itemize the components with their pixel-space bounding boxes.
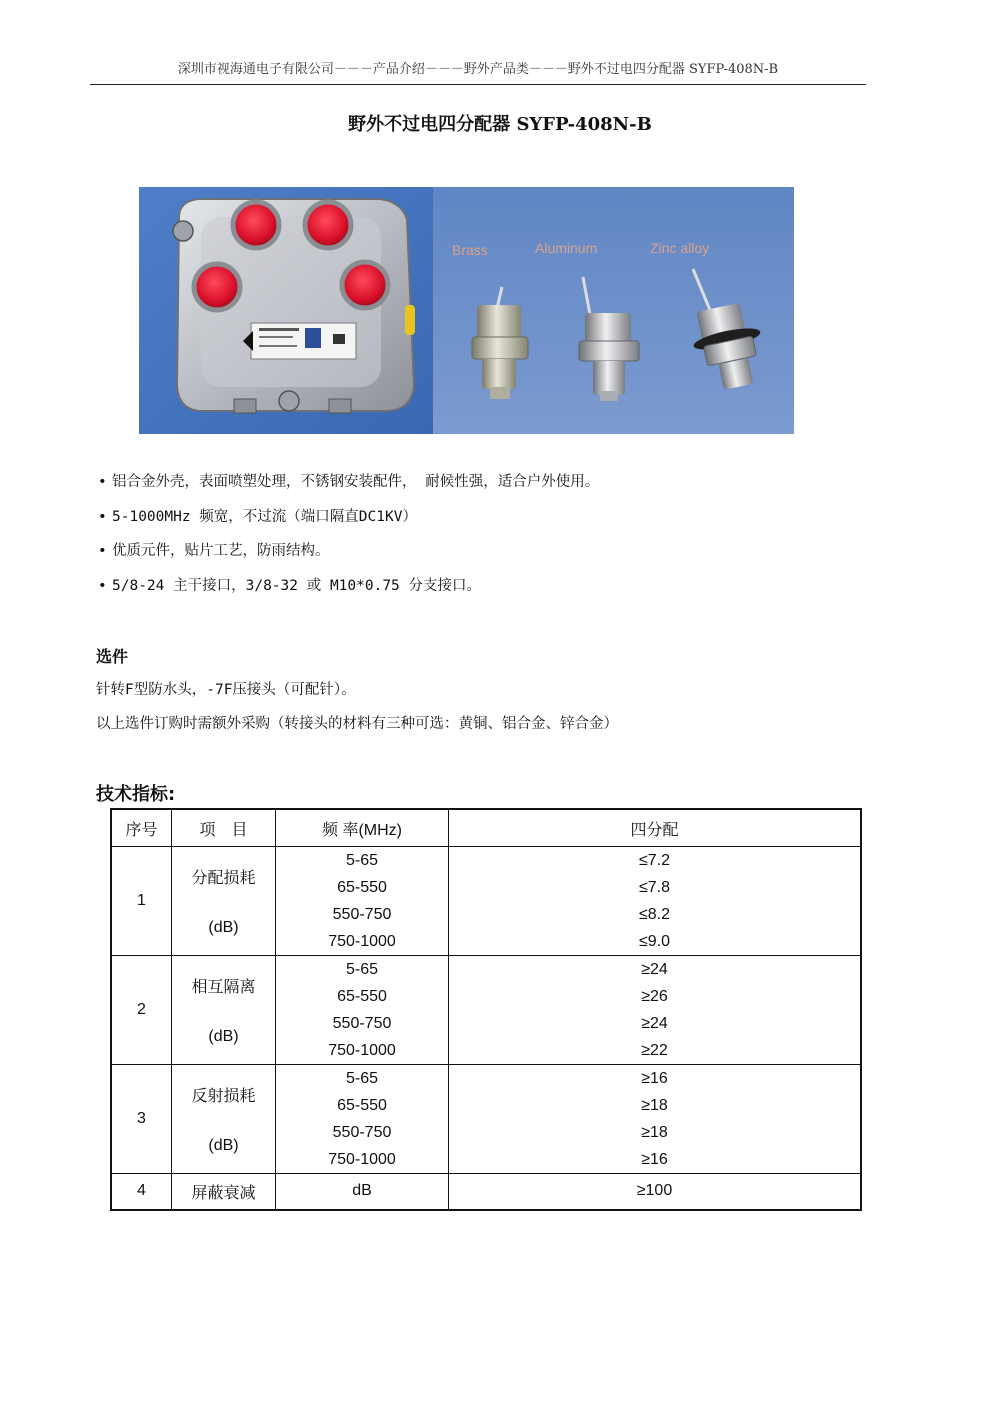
spec-table — [110, 808, 862, 1211]
page-header-breadcrumb: 深圳市视海通电子有限公司－－－产品介绍－－－野外产品类－－－野外不过电四分配器 SYFP-408N-B — [90, 58, 866, 85]
feature-item: • 铝合金外壳，表面喷塑处理，不锈钢安装配件， 耐候性强，适合户外使用。 — [98, 474, 600, 490]
column-header-four-way: 四分配 — [449, 809, 862, 847]
value-cell: ≥16 ≥18 ≥18 ≥16 — [449, 1065, 862, 1174]
options-line: 以上选件订购时需额外采购（转接头的材料有三种可选：黄铜、铝合金、锌合金） — [96, 716, 618, 732]
item-name: 屏蔽衰减 — [172, 1174, 276, 1210]
row-number: 4 — [111, 1174, 172, 1210]
page-title: 野外不过电四分配器 SYFP-408N-B — [348, 114, 652, 135]
item-unit: (dB) — [208, 919, 239, 936]
options-heading: 选件 — [96, 647, 129, 666]
spec-table-header-row — [111, 809, 861, 847]
feature-item: • 5/8-24 主干接口，3/8-32 或 M10*0.75 分支接口。 — [98, 577, 482, 594]
connector-label-aluminum: Aluminum — [535, 240, 598, 256]
item-cell — [172, 1065, 276, 1174]
connector-label-brass: Brass — [452, 242, 488, 258]
item-unit: (dB) — [208, 1028, 239, 1045]
options-line: 针转F型防水头，-7F压接头（可配针）。 — [96, 682, 356, 698]
value-cell: ≥100 — [449, 1174, 862, 1210]
frequency-cell: 5-65 65-550 550-750 750-1000 — [276, 956, 449, 1065]
connector-label-zinc-alloy: Zinc alloy — [650, 240, 710, 256]
feature-item: • 优质元件，贴片工艺，防雨结构。 — [98, 543, 330, 559]
column-header-frequency: 频 率(MHz) — [276, 809, 449, 847]
row-number: 1 — [111, 847, 172, 956]
column-header-item: 项 目 — [172, 809, 276, 847]
item-name: 反射损耗 — [191, 1088, 256, 1105]
item-cell — [172, 956, 276, 1065]
feature-item: • 5-1000MHz 频宽，不过流（端口隔直DC1KV） — [98, 508, 417, 525]
item-unit: (dB) — [208, 1137, 239, 1154]
column-header-no: 序号 — [111, 809, 172, 847]
specs-heading: 技术指标: — [96, 784, 176, 805]
value-cell: ≤7.2 ≤7.8 ≤8.2 ≤9.0 — [449, 847, 862, 956]
row-number: 2 — [111, 956, 172, 1065]
item-name: 相互隔离 — [191, 979, 256, 996]
feature-list — [98, 470, 918, 608]
table-row — [111, 1174, 861, 1210]
table-row — [111, 956, 861, 1065]
frequency-cell: 5-65 65-550 550-750 750-1000 — [276, 1065, 449, 1174]
product-photo — [139, 187, 794, 434]
item-name: 分配损耗 — [191, 870, 256, 887]
value-cell: ≥24 ≥26 ≥24 ≥22 — [449, 956, 862, 1065]
splitter-housing-image — [173, 199, 415, 413]
table-row — [111, 1065, 861, 1174]
frequency-cell: 5-65 65-550 550-750 750-1000 — [276, 847, 449, 956]
item-cell — [172, 847, 276, 956]
frequency-cell: dB — [276, 1174, 449, 1210]
row-number: 3 — [111, 1065, 172, 1174]
table-row — [111, 847, 861, 956]
